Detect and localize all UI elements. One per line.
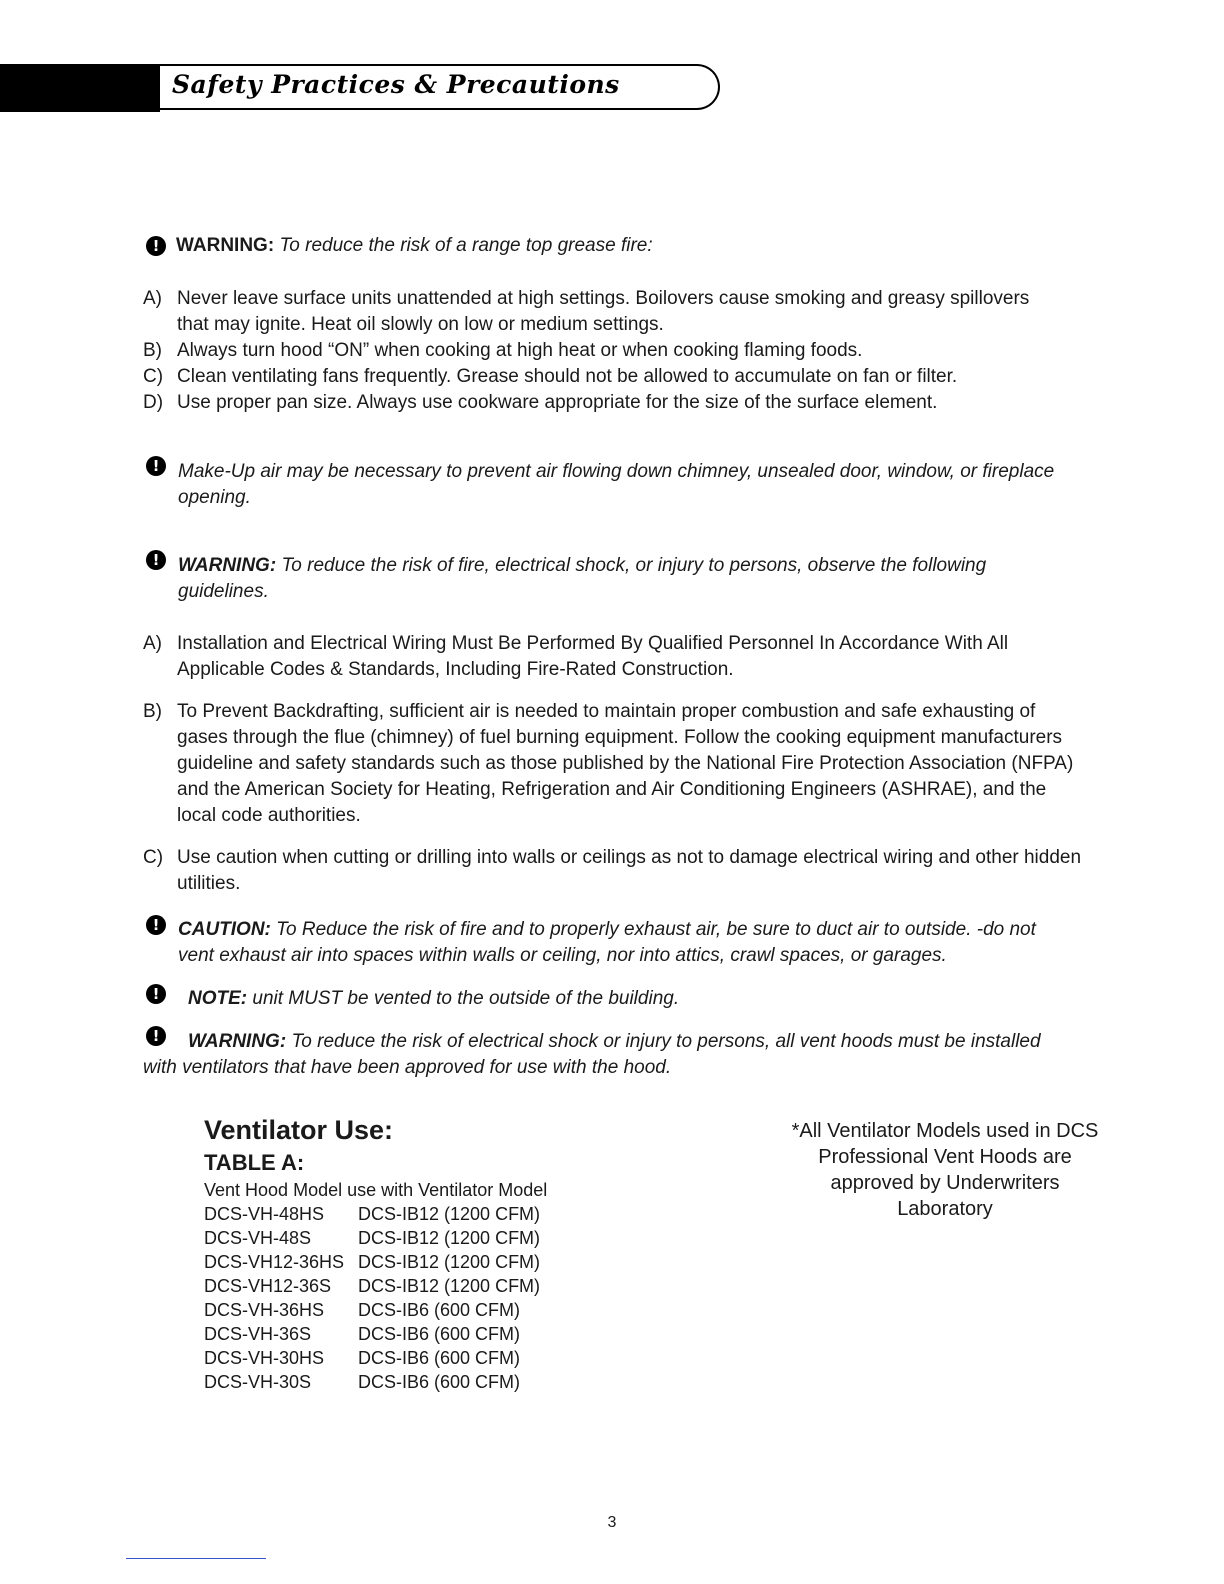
- list-item-text: Clean ventilating fans frequently. Grease should not be allowed to accumulate on fan or filter.: [177, 366, 958, 387]
- table-cell: DCS-IB6 (600 CFM): [358, 1300, 521, 1320]
- warning-1-text: To reduce the risk of a range top grease fire:: [279, 235, 653, 256]
- list-item: [143, 364, 1043, 390]
- list-item: [143, 631, 1083, 683]
- table-row: [204, 1250, 547, 1274]
- warning-3-label: WARNING:: [188, 1031, 287, 1052]
- list-item-text: Use proper pan size. Always use cookware appropriate for the size of the surface element.: [177, 392, 938, 413]
- warning-icon: !: [146, 236, 166, 256]
- warning-1-heading: [176, 233, 653, 259]
- table-row: [204, 1370, 547, 1394]
- table-row: [204, 1202, 547, 1226]
- ventilator-use-heading: Ventilator Use:: [204, 1115, 394, 1145]
- table-cell: DCS-VH-36S: [204, 1324, 312, 1344]
- list-item-label: A): [143, 288, 162, 309]
- note-text: unit MUST be vented to the outside of the building.: [252, 988, 680, 1009]
- table-header: [204, 1178, 547, 1202]
- ventilator-table: [204, 1178, 547, 1394]
- table-cell: DCS-VH-30HS: [204, 1348, 325, 1368]
- caution-block: [178, 917, 1068, 969]
- table-cell: DCS-IB6 (600 CFM): [358, 1324, 521, 1344]
- table-title: TABLE A:: [204, 1150, 305, 1175]
- warning-3-block: [143, 1029, 1063, 1081]
- table-cell: DCS-VH12-36HS: [204, 1252, 345, 1272]
- table-row: [204, 1226, 547, 1250]
- warning-2-list: [143, 631, 1083, 897]
- table-cell: DCS-VH-30S: [204, 1372, 312, 1392]
- table-cell: DCS-IB12 (1200 CFM): [358, 1204, 541, 1224]
- note-block: [188, 986, 679, 1012]
- list-item: [143, 286, 1043, 338]
- table-cell: DCS-IB12 (1200 CFM): [358, 1228, 541, 1248]
- caution-label: CAUTION:: [178, 919, 271, 940]
- page-number: 3: [607, 1514, 617, 1531]
- approval-note: *All Ventilator Models used in DCS Professional Vent Hoods are approved by Underwriters Laboratory: [791, 1120, 1099, 1220]
- list-item: [143, 845, 1083, 897]
- note-icon: !: [146, 984, 166, 1004]
- warning-1-label: WARNING:: [176, 235, 275, 256]
- table-cell: DCS-IB12 (1200 CFM): [358, 1252, 541, 1272]
- table-cell: DCS-VH-48HS: [204, 1204, 325, 1224]
- table-row: [204, 1298, 547, 1322]
- list-item: [143, 390, 1043, 416]
- list-item-label: C): [143, 366, 164, 387]
- table-row: [204, 1346, 547, 1370]
- warning-3-text: To reduce the risk of electrical shock or injury to persons, all vent hoods must be installed with ventilators that have been approved for use with the hood.: [143, 1031, 1041, 1078]
- makeup-air-note: Make-Up air may be necessary to prevent air flowing down chimney, unsealed door, window, or fireplace opening.: [178, 461, 1055, 508]
- list-item-text: Use caution when cutting or drilling into walls or ceilings as not to damage electrical wiring and other hidden utilities.: [177, 847, 1082, 894]
- warning-icon: !: [146, 1026, 166, 1046]
- table-cell: DCS-IB12 (1200 CFM): [358, 1276, 541, 1296]
- warning-1-list: [143, 286, 1043, 416]
- table-cell: DCS-IB6 (600 CFM): [358, 1372, 521, 1392]
- page-title: Safety Practices & Precautions: [172, 70, 620, 99]
- warning-2-label: WARNING:: [178, 555, 277, 576]
- table-row: [204, 1274, 547, 1298]
- caution-icon: !: [146, 915, 166, 935]
- table-cell: DCS-VH12-36S: [204, 1276, 332, 1296]
- warning-2-text: To reduce the risk of fire, electrical shock, or injury to persons, observe the following guidelines.: [178, 555, 987, 602]
- warning-icon: !: [146, 550, 166, 570]
- list-item-text: Never leave surface units unattended at high settings. Boilovers cause smoking and greasy spillovers that may ignite. Heat oil slowly on low or medium settings.: [177, 288, 1030, 335]
- list-item-text: Always turn hood “ON” when cooking at high heat or when cooking flaming foods.: [177, 340, 863, 361]
- note-label: NOTE:: [188, 988, 248, 1009]
- table-row: [204, 1322, 547, 1346]
- table-cell: DCS-IB6 (600 CFM): [358, 1348, 521, 1368]
- header-black-bar: [0, 64, 160, 112]
- list-item-label: A): [143, 633, 162, 654]
- list-item-label: B): [143, 340, 162, 361]
- warning-2-heading: [178, 553, 1028, 605]
- warning-icon: !: [146, 456, 166, 476]
- list-item-text: Installation and Electrical Wiring Must Be Performed By Qualified Personnel In Accordance With All Applicable Codes & Standards, Including Fire-Rated Construction.: [177, 633, 1009, 680]
- column-header: Ventilator Model: [418, 1180, 548, 1200]
- list-item: [143, 338, 1043, 364]
- table-cell: DCS-VH-36HS: [204, 1300, 325, 1320]
- caution-text: To Reduce the risk of fire and to properly exhaust air, be sure to duct air to outside. -do not vent exhaust air into spaces within walls or ceiling, nor into attics, crawl spaces, or garages.: [178, 919, 1036, 966]
- list-item-label: D): [143, 392, 164, 413]
- list-item-label: B): [143, 701, 162, 722]
- list-item-label: C): [143, 847, 164, 868]
- list-item: [143, 699, 1083, 829]
- table-cell: DCS-VH-48S: [204, 1228, 312, 1248]
- column-header: Vent Hood Model use with: [204, 1180, 414, 1200]
- list-item-text: To Prevent Backdrafting, sufficient air is needed to maintain proper combustion and safe exhausting of gases through the flue (chimney) of fuel burning equipment. Follow the cooking equipment manufacturers guideline and safety standards such as those published by the National Fire Protection Association (NFPA) and the American Society for Heating, Refrigeration and Air Conditioning Engineers (ASHRAE), and the local code authorities.: [177, 701, 1074, 826]
- footer-rule: [126, 1558, 266, 1559]
